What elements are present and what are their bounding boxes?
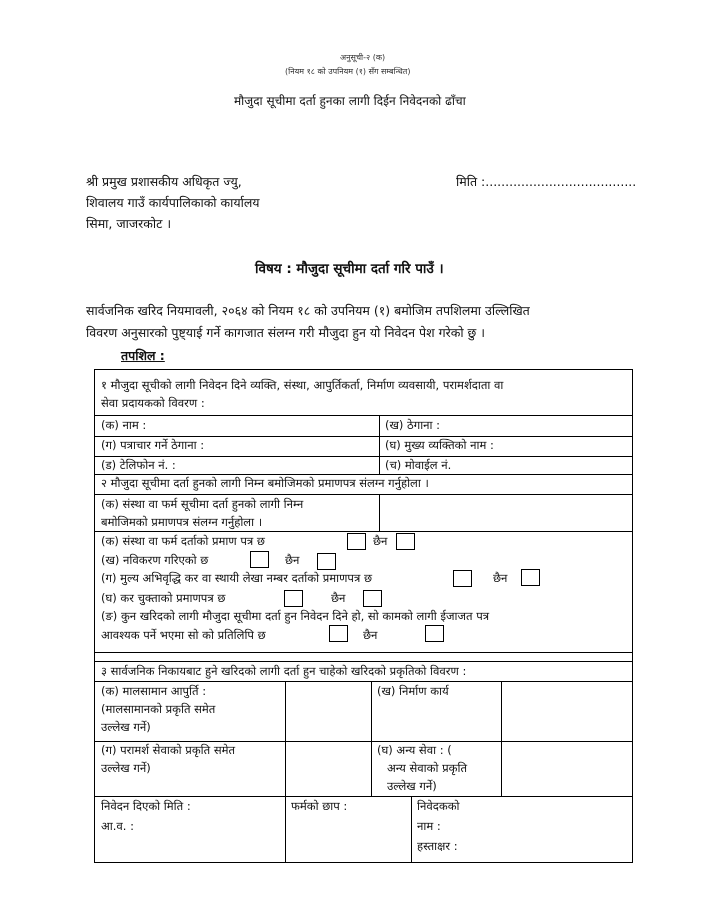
tapsil-label: तपशिल : <box>121 348 165 363</box>
renewal-label: (ख) नविकरण गरिएको छ <box>101 553 209 567</box>
other-service-line-3: उल्लेख गर्ने) <box>387 779 437 793</box>
tax-clearance-label: (घ) कर चुक्ताको प्रमाणपत्र छ <box>101 591 226 605</box>
tax-clearance-yes-checkbox[interactable] <box>284 590 303 607</box>
annex-label: अनुसूची-२ (क) <box>340 53 386 62</box>
license-yes-checkbox[interactable] <box>329 625 348 642</box>
fiscal-year-label: आ.व. : <box>101 819 134 833</box>
application-date-label: निवेदन दिएको मिति : <box>101 799 191 813</box>
section2-intro-line-2: बमोजिमको प्रमाणपत्र संलग्न गर्नुहोला । <box>101 515 263 529</box>
name-label: (क) नाम : <box>101 418 147 432</box>
firm-stamp-label: फर्मको छाप : <box>291 799 348 813</box>
tax-clearance-no-label: छैन <box>331 591 346 605</box>
section1-heading-line-2: सेवा प्रदायकको विवरण : <box>101 396 205 410</box>
registration-cert-yes-checkbox[interactable] <box>347 533 366 550</box>
form-title: मौजुदा सूचीमा दर्ता हुनका लागी दिईन निवेदनको ढाँचा <box>234 94 466 108</box>
consulting-line-1: (ग) परामर्श सेवाको प्रकृति समेत <box>101 743 236 757</box>
subject-line: विषय : मौजुदा सूचीमा दर्ता गरि पाउँ । <box>255 261 444 277</box>
registration-cert-label: (क) संस्था वा फर्म दर्ताको प्रमाण पत्र छ <box>101 534 265 548</box>
signature-label: हस्ताक्षर : <box>417 839 458 853</box>
postal-address-label: (ग) पत्राचार गर्ने ठेगाना : <box>101 438 205 452</box>
rule-reference: (नियम १८ को उपनियम (१) सँग सम्बन्धित) <box>285 67 411 76</box>
date-field: मिति :...................................... <box>456 174 637 189</box>
renewal-yes-checkbox[interactable] <box>250 551 269 568</box>
goods-line-2: (मालसामानको प्रकृति समेत <box>101 702 216 716</box>
mobile-label: (च) मोवाईल नं. <box>385 458 452 472</box>
section2-heading: २ मौजुदा सूचीमा दर्ता हुनको लागी निम्न बमोजिमको प्रमाणपत्र संलग्न गर्नुहोला । <box>101 476 429 490</box>
license-no-label: छैन <box>363 628 378 642</box>
other-service-line-2: अन्य सेवाको प्रकृति <box>387 761 468 775</box>
license-no-checkbox[interactable] <box>425 625 444 642</box>
other-service-line-1: (घ) अन्य सेवा : ( <box>377 743 452 757</box>
section3-heading: ३ सार्वजनिक निकायबाट हुने खरिदको लागी दर्ता हुन चाहेको खरिदको प्रकृतिको विवरण : <box>101 664 467 678</box>
body-line-2: विवरण अनुसारको पुष्ट्याई गर्ने कागजात संलग्न गरी मौजुदा हुन यो निवेदन पेश गरेको छु । <box>86 325 486 340</box>
vat-pan-yes-checkbox[interactable] <box>453 570 472 587</box>
tax-clearance-no-checkbox[interactable] <box>363 590 382 607</box>
renewal-no-checkbox[interactable] <box>317 553 336 570</box>
section1-heading-line-1: १ मौजुदा सूचीको लागी निवेदन दिने व्यक्ति, संस्था, आपुर्तिकर्ता, निर्माण व्यवसायी, परामर्शदाता वा <box>101 378 504 392</box>
applicant-label: निवेदकको <box>417 799 460 813</box>
registration-cert-no-checkbox[interactable] <box>396 533 415 550</box>
license-line-2: आवश्यक पर्ने भएमा सो को प्रतिलिपि छ <box>101 628 266 642</box>
goods-line-3: उल्लेख गर्ने) <box>101 720 151 734</box>
registration-cert-no-label: छैन <box>373 534 388 548</box>
address-label: (ख) ठेगाना : <box>385 418 441 432</box>
renewal-no-label: छैन <box>285 553 300 567</box>
applicant-name-label: नाम : <box>417 819 441 833</box>
vat-pan-no-checkbox[interactable] <box>521 569 540 586</box>
consulting-line-2: उल्लेख गर्ने) <box>101 761 151 775</box>
telephone-label: (ड) टेलिफोन नं. : <box>101 458 176 472</box>
addressee-line-2: शिवालय गाउँ कार्यपालिकाको कार्यालय <box>86 195 260 210</box>
key-person-label: (घ) मुख्य व्यक्तिको नाम : <box>385 438 494 452</box>
addressee-line-3: सिमा, जाजरकोट । <box>86 216 172 231</box>
works-label: (ख) निर्माण कार्य <box>377 684 449 698</box>
vat-pan-no-label: छैन <box>493 571 508 585</box>
vat-pan-label: (ग) मुल्य अभिवृद्धि कर वा स्थायी लेखा नम्बर दर्ताको प्रमाणपत्र छ <box>101 571 373 585</box>
section2-intro-line-1: (क) संस्था वा फर्म सूचीमा दर्ता हुनको लागी निम्न <box>101 497 304 511</box>
details-table <box>94 369 633 863</box>
addressee-line-1: श्री प्रमुख प्रशासकीय अधिकृत ज्यु, <box>86 174 242 189</box>
body-line-1: सार्वजनिक खरिद नियमावली, २०६४ को नियम १८ को उपनियम (१) बमोजिम तपशिलमा उल्लिखित <box>86 303 530 318</box>
goods-line-1: (क) मालसामान आपुर्ति : <box>101 684 207 698</box>
license-line-1: (ङ) कुन खरिदको लागी मौजुदा सूचीमा दर्ता हुन निवेदन दिने हो, सो कामको लागी ईजाजत पत्र <box>101 609 490 623</box>
